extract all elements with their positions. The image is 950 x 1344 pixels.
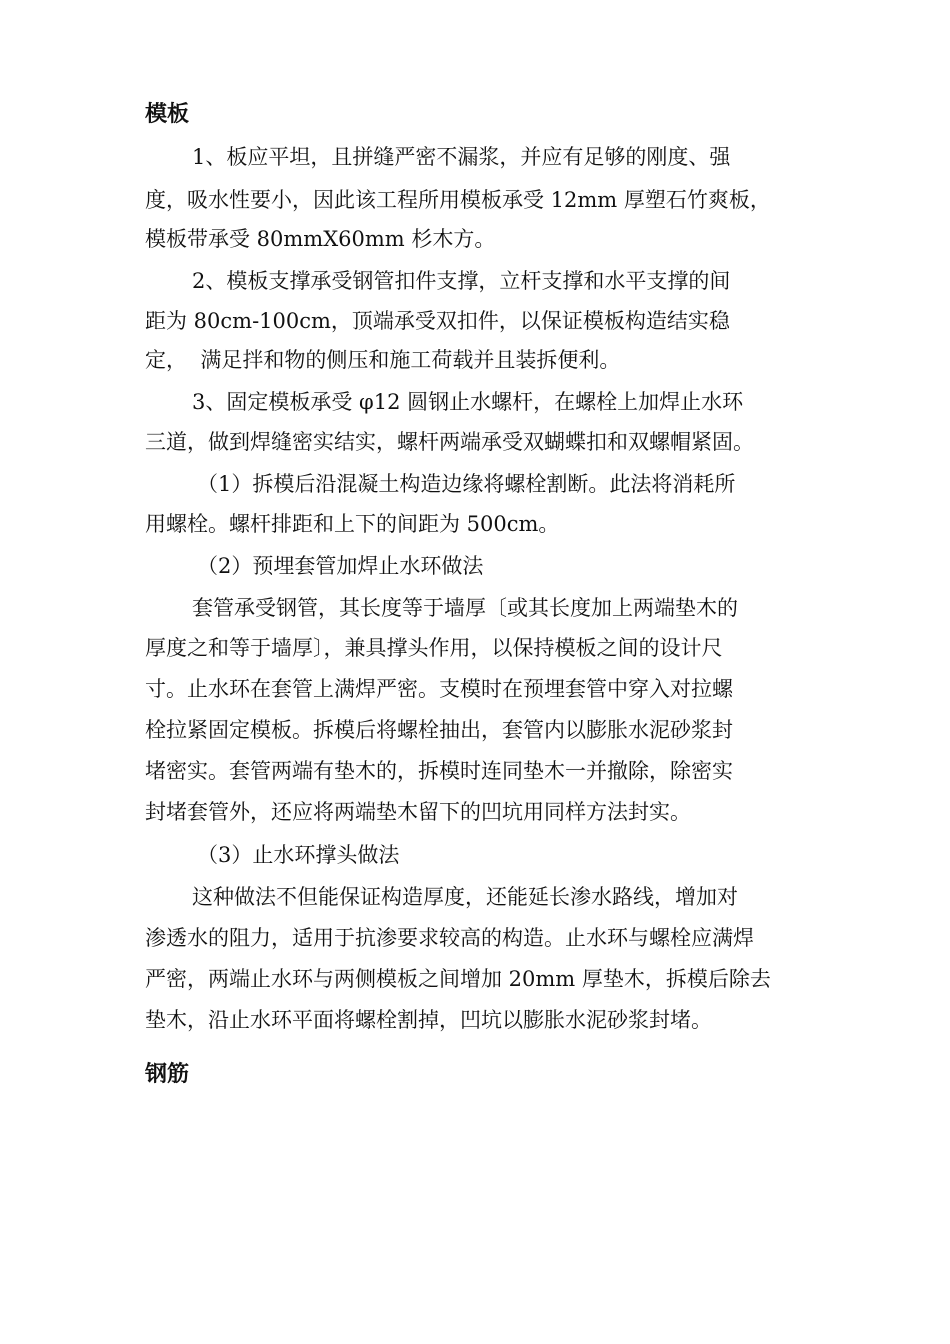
method-3-line-4: 垫木，沿止水环平面将螺栓割掉，凹坑以膨胀水泥砂浆封堵。 [145,1008,712,1032]
paragraph-1-line-1: 1、板应平坦，且拼缝严密不漏浆，并应有足够的刚度、强 [192,145,731,169]
method-2-heading: （2）预埋套管加焊止水环做法 [197,554,484,578]
paragraph-2-line-3: 定， 满足拌和物的侧压和施工荷载并且装拆便利。 [145,348,621,372]
paragraph-3-line-1: 3、固定模板承受 φ12 圆钢止水螺杆，在螺栓上加焊止水环 [192,390,744,414]
method-1-line-2: 用螺栓。螺杆排距和上下的间距为 500cm。 [145,512,560,536]
section-heading-rebar: 钢筋 [145,1062,190,1087]
method-3-line-1: 这种做法不但能保证构造厚度，还能延长渗水路线，增加对 [192,885,738,909]
paragraph-3-line-2: 三道，做到焊缝密实结实，螺杆两端承受双蝴蝶扣和双螺帽紧固。 [145,430,754,454]
method-3-line-3: 严密，两端止水环与两侧模板之间增加 20mm 厚垫木，拆模后除去 [145,967,771,991]
paragraph-2-line-2: 距为 80cm-100cm，顶端承受双扣件，以保证模板构造结实稳 [145,309,730,333]
method-2-line-4: 栓拉紧固定模板。拆模后将螺栓抽出，套管内以膨胀水泥砂浆封 [145,718,733,742]
method-3-heading: （3）止水环撑头做法 [197,843,400,867]
method-3-line-2: 渗透水的阻力，适用于抗渗要求较高的构造。止水环与螺栓应满焊 [145,926,754,950]
paragraph-1-line-2: 度，吸水性要小，因此该工程所用模板承受 12mm 厚塑石竹爽板， [145,188,771,212]
method-2-line-3: 寸。止水环在套管上满焊严密。支模时在预埋套管中穿入对拉螺 [145,677,733,701]
method-2-line-1: 套管承受钢管，其长度等于墙厚〔或其长度加上两端垫木的 [192,596,738,620]
method-1-line-1: （1）拆模后沿混凝土构造边缘将螺栓割断。此法将消耗所 [197,472,736,496]
paragraph-2-line-1: 2、模板支撑承受钢管扣件支撑，立杆支撑和水平支撑的间 [192,269,731,293]
section-heading-formwork: 模板 [145,102,190,127]
method-2-line-6: 封堵套管外，还应将两端垫木留下的凹坑用同样方法封实。 [145,800,691,824]
method-2-line-2: 厚度之和等于墙厚〕，兼具撑头作用，以保持模板之间的设计尺 [145,636,723,660]
paragraph-1-line-3: 模板带承受 80mmX60mm 杉木方。 [145,227,496,251]
method-2-line-5: 堵密实。套管两端有垫木的，拆模时连同垫木一并撤除，除密实 [145,759,733,783]
